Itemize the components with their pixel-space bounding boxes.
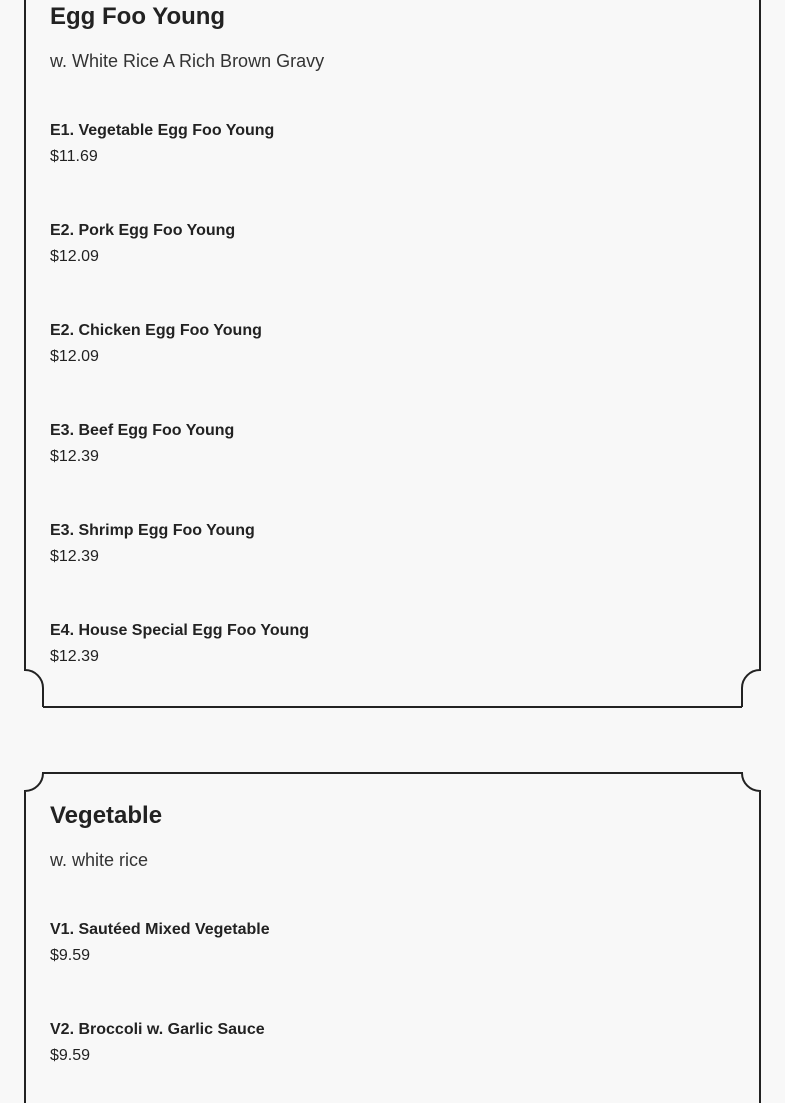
section-title: Egg Foo Young bbox=[50, 3, 226, 30]
item-price: $12.39 bbox=[50, 548, 99, 565]
menu-item[interactable] bbox=[50, 1020, 265, 1066]
item-price: $9.59 bbox=[50, 1047, 91, 1064]
item-name[interactable]: E3. Beef Egg Foo Young bbox=[50, 422, 235, 439]
item-name[interactable]: E2. Chicken Egg Foo Young bbox=[50, 322, 262, 339]
menu-item[interactable] bbox=[50, 221, 235, 267]
menu-item[interactable] bbox=[50, 121, 274, 167]
item-name[interactable]: E4. House Special Egg Foo Young bbox=[50, 622, 309, 639]
menu-item[interactable] bbox=[50, 421, 234, 467]
section-title: Vegetable bbox=[50, 802, 163, 829]
section-subtitle: w. white rice bbox=[50, 850, 149, 870]
item-name[interactable]: E3. Shrimp Egg Foo Young bbox=[50, 522, 255, 539]
item-price: $9.59 bbox=[50, 947, 91, 964]
item-name[interactable]: V1. Sautéed Mixed Vegetable bbox=[50, 921, 270, 938]
menu-item[interactable] bbox=[50, 321, 262, 367]
menu-section-egg-foo-young bbox=[24, 0, 761, 708]
item-name[interactable]: V2. Broccoli w. Garlic Sauce bbox=[50, 1021, 265, 1038]
item-name[interactable]: E2. Pork Egg Foo Young bbox=[50, 222, 236, 239]
section-subtitle: w. White Rice A Rich Brown Gravy bbox=[50, 51, 325, 71]
item-price: $12.39 bbox=[50, 648, 99, 665]
item-name[interactable]: E1. Vegetable Egg Foo Young bbox=[50, 122, 275, 139]
item-price: $11.69 bbox=[50, 148, 98, 165]
item-price: $12.09 bbox=[50, 348, 99, 365]
menu-item[interactable] bbox=[50, 521, 255, 567]
item-price: $12.39 bbox=[50, 448, 99, 465]
item-price: $12.09 bbox=[50, 248, 99, 265]
menu-item[interactable] bbox=[50, 621, 309, 667]
menu-section-vegetable bbox=[24, 772, 761, 1103]
menu-item[interactable] bbox=[50, 920, 270, 966]
